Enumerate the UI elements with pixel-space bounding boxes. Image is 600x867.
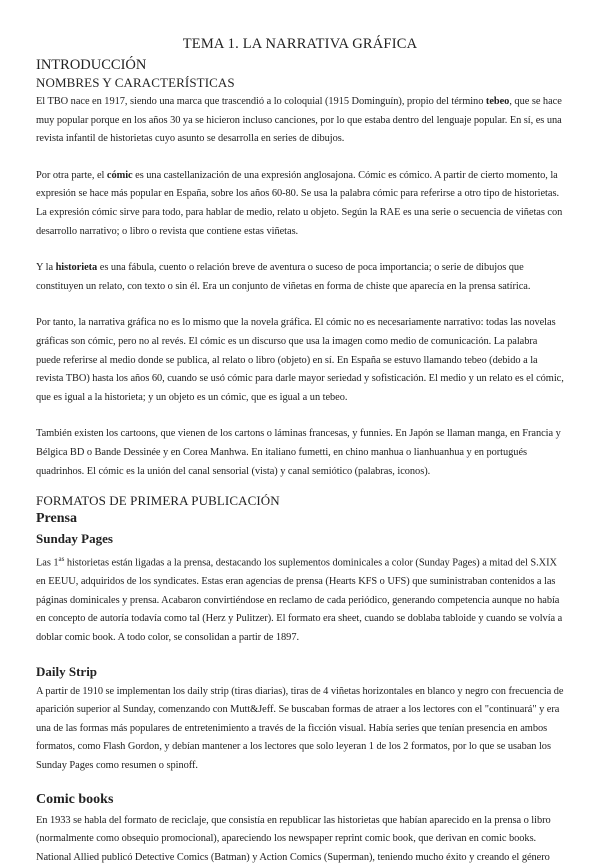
heading-prensa: Prensa: [36, 511, 564, 527]
heading-sunday-pages: Sunday Pages: [36, 531, 564, 547]
paragraph-comic: Por otra parte, el cómic es una castellanización de una expresión anglosajona. Cómic es cómico. A partir de cierto momento, la expresión se hace más popular en España, sobre los años 60-80. Se usa la palabra cómic para referirse a otro tipo de historietas. La expresión cómic sirve para todo, para hablar de medio, relato u objeto. Según la RAE es una serie o secuencia de viñetas con desarrollo narrativo; o libro o revista que contiene estas viñetas.: [36, 167, 564, 241]
term-comic: cómic: [107, 170, 133, 181]
heading-nombres-caracteristicas: NOMBRES Y CARACTERÍSTICAS: [36, 75, 564, 91]
heading-introduccion: INTRODUCCIÓN: [36, 57, 564, 74]
paragraph-cartoons: También existen los cartoons, que vienen de los cartons o láminas francesas, y funnies. En Japón se llaman manga, en Francia y Bélgica BD o Bande Dessinée y en Corea Manhwa. En italiano fumetti, en chino manhua o lianhuanhua y en portugués quadrinhos. El cómic es la unión del canal sensorial (vista) y canal semiótico (palabras, iconos).: [36, 425, 564, 481]
paragraph-tbo: El TBO nace en 1917, siendo una marca que trascendió a lo coloquial (1915 Dominguín), propio del término tebeo, que se hace muy popular porque en los años 30 ya se hicieron incluso canciones, por lo que estaba dentro del lenguaje popular. En sí, es una revista infantil de historietas cuyo asunto se desarrolla en series de dibujos.: [36, 93, 564, 149]
term-tebeo: tebeo: [486, 96, 509, 107]
heading-daily-strip: Daily Strip: [36, 664, 564, 680]
paragraph-historieta: Y la historieta es una fábula, cuento o relación breve de aventura o suceso de poca importancia; o serie de dibujos que constituyen un relato, con texto o sin él. Era un conjunto de viñetas en forma de chiste que aparecía en la prensa satírica.: [36, 259, 564, 296]
term-historieta: historieta: [56, 262, 98, 273]
paragraph-daily-strip: A partir de 1910 se implementan los daily strip (tiras diarias), tiras de 4 viñetas horizontales en blanco y negro con frecuencia de aparición superior al Sunday, comenzando con Mutt&Jeff. Se buscaban formas de atraer a los lectores con el "continuará" y era una de las formas más populares de entretenimiento a través de la ficción visual. Había series que tenían presencia en ambos formatos, como Flash Gordon, y debían mantener a los lectores que solo leyeran 1 de los 2 formatos, por lo que se usaban los Sunday Pages como resumen o spinoff.: [36, 683, 564, 776]
paragraph-sunday-pages: Las $1^{as}$ historietas están ligadas a la prensa, destacando los suplementos dominicales a color (Sunday Pages) a mitad del S.XIX en EEUU, adquiridos de los syndicates. Estas eran agencias de prensa (Hearts KFS o UFS) que suministraban contenidos a las páginas dominicales y prensa. Acabaron convirtiéndose en reclamo de cada periódico, generando competencia aunque no había en concepto de autoría todavía como tal (Herz y Pulitzer). El formato era sheet, cuando se doblaba tabloide y cuando se volvía a doblar comic book. A todo color, se consolidan a partir de 1897.: [36, 550, 564, 647]
paragraph-comic-books: En 1933 se habla del formato de reciclaje, que consistía en republicar las historietas que habían aparecido en la prensa o libro (normalmente como obsequio promocional), apareciendo los newspaper reprint comic book, que derivan en comic books. National Allied publicó Detective Comics (Batman) y Action Comics (Superman), teniendo mucho éxito y creando el género: [36, 812, 564, 867]
heading-comic-books: Comic books: [36, 792, 564, 808]
heading-formatos: FORMATOS DE PRIMERA PUBLICACIÓN: [36, 493, 564, 509]
paragraph-narrativa-grafica: Por tanto, la narrativa gráfica no es lo mismo que la novela gráfica. El cómic no es necesariamente narrativo: todas las novelas gráficas son cómic, pero no al revés. El cómic es un discurso que usa la imagen como medio de comunicación. La palabra puede referirse al medio donde se publica, al relato o libro (objeto) en sí. En España se estuvo llamando tebeo (debido a la revista TBO) hasta los años 60, cuando se usó cómic para darle mayor seriedad y sofisticación. El medio y un relato es el cómic, que es igual a la historieta; y un objeto es un cómic, que es igual a un tebeo.: [36, 314, 564, 407]
document-title: TEMA 1. LA NARRATIVA GRÁFICA: [36, 36, 564, 53]
